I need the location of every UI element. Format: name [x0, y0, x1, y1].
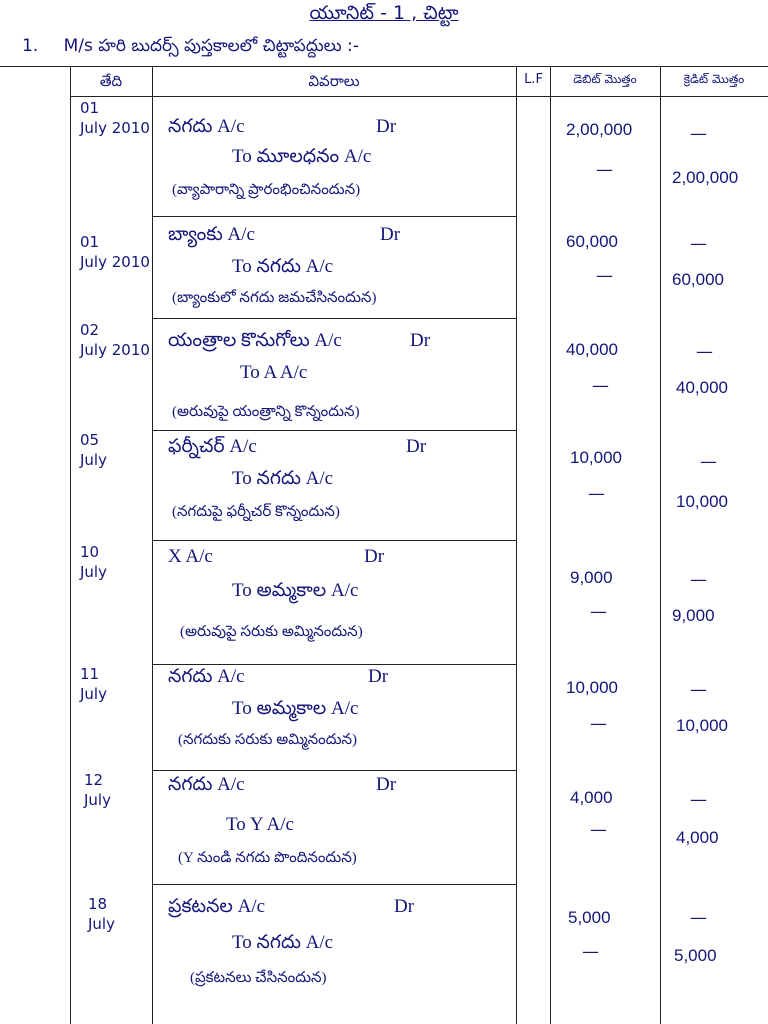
narration: (అరువుపై యంత్రాన్ని కొన్నందున)	[172, 404, 360, 420]
credit-amount: 40,000	[676, 378, 728, 397]
credit-account: To Y A/c	[226, 814, 294, 835]
entry-separator	[152, 770, 516, 771]
credit-account: To అమ్మకాల A/c	[232, 580, 359, 601]
debit-amount: 60,000	[566, 232, 618, 251]
debit-amount: 40,000	[566, 340, 618, 359]
credit-column-rule	[660, 66, 661, 1024]
credit-dash: —	[690, 790, 707, 810]
date-column-rule	[70, 66, 71, 1024]
debit-amount: 10,000	[570, 448, 622, 467]
narration: (అరువుపై సరుకు అమ్మినందున)	[180, 624, 363, 640]
debit-amount: 5,000	[568, 908, 611, 927]
entry-date: 18 July	[88, 895, 115, 933]
debit-dash: —	[588, 484, 605, 504]
credit-dash: —	[690, 234, 707, 254]
debit-amount: 9,000	[570, 568, 613, 587]
credit-dash: —	[690, 570, 707, 590]
credit-amount: 5,000	[674, 946, 717, 965]
entry-date: 05 July	[80, 431, 107, 469]
credit-account: To A A/c	[240, 362, 308, 383]
question-heading	[22, 36, 359, 60]
credit-account: To నగదు A/c	[232, 468, 334, 489]
lf-column-header: L.F	[524, 72, 543, 87]
entry-date: 12 July	[84, 771, 111, 809]
credit-amount: 10,000	[676, 716, 728, 735]
debit-account: ఫర్నీచర్ A/c Dr	[168, 436, 427, 457]
date-column-header: తేది	[99, 72, 123, 90]
dr-marker: Dr	[394, 896, 415, 917]
narration: (నగదుకు సరుకు అమ్మినందున)	[178, 732, 358, 748]
dr-marker: Dr	[380, 224, 401, 245]
credit-dash: —	[690, 124, 707, 144]
particulars-column-header: వివరాలు	[308, 72, 360, 90]
debit-account: బ్యాంకు A/c Dr	[168, 224, 401, 245]
debit-dash: —	[590, 714, 607, 734]
question-text: M/s హరి బుదర్స్ పుస్తకాలలో చిట్టాపద్దులు :-	[63, 36, 359, 56]
narration: (నగదుపై ఫర్నీచర్ కొన్నందున)	[172, 504, 340, 520]
narration: (Y నుండి నగదు పొందినందున)	[178, 850, 357, 866]
credit-account: To అమ్మకాల A/c	[232, 698, 359, 719]
debit-dash: —	[596, 266, 613, 286]
dr-marker: Dr	[364, 546, 385, 567]
narration: (వ్యాపారాన్ని ప్రారంభించినందున)	[172, 182, 361, 198]
debit-dash: —	[592, 376, 609, 396]
entry-separator	[152, 318, 516, 319]
table-top-rule	[0, 66, 768, 67]
dr-marker: Dr	[410, 330, 431, 351]
credit-dash: —	[696, 342, 713, 362]
lf-column-rule-left	[516, 66, 517, 1024]
dr-marker: Dr	[368, 666, 389, 687]
page-title: యూనిట్ - 1 , చిట్టా	[309, 2, 459, 24]
question-number: 1.	[22, 36, 39, 56]
credit-amount: 4,000	[676, 828, 719, 847]
debit-amount: 10,000	[566, 678, 618, 697]
entry-separator	[152, 664, 516, 665]
credit-dash: —	[690, 908, 707, 928]
debit-amount: 2,00,000	[566, 120, 633, 139]
credit-dash: —	[700, 452, 717, 472]
entry-date: 02 July 2010	[80, 321, 150, 359]
debit-account: యంత్రాల కొనుగోలు A/c Dr	[168, 330, 431, 351]
dr-marker: Dr	[376, 774, 397, 795]
entry-separator	[152, 216, 516, 217]
entry-date: 01 July 2010	[80, 233, 150, 271]
narration: (ప్రకటనలు చేసినందున)	[190, 970, 327, 986]
entry-date: 11 July	[80, 665, 107, 703]
entry-date: 10 July	[80, 543, 107, 581]
credit-account: To నగదు A/c	[232, 932, 334, 953]
debit-account: నగదు A/c Dr	[168, 774, 397, 795]
credit-amount: 2,00,000	[672, 168, 739, 187]
debit-dash: —	[590, 602, 607, 622]
credit-column-header: క్రెడిట్ మొత్తం	[683, 72, 745, 86]
credit-account: To మూలధనం A/c	[232, 146, 372, 167]
debit-dash: —	[582, 942, 599, 962]
entry-date: 01 July 2010	[80, 99, 150, 137]
dr-marker: Dr	[376, 116, 397, 137]
entry-separator	[152, 540, 516, 541]
table-header-rule	[70, 96, 768, 97]
debit-account: నగదు A/c Dr	[168, 116, 397, 137]
credit-amount: 60,000	[672, 270, 724, 289]
lf-column-rule-right	[550, 66, 551, 1024]
debit-account: ప్రకటనల A/c Dr	[168, 896, 415, 917]
credit-amount: 9,000	[672, 606, 715, 625]
debit-column-header: డెబిట్ మొత్తం	[573, 72, 637, 86]
credit-dash: —	[690, 680, 707, 700]
credit-account: To నగదు A/c	[232, 256, 334, 277]
debit-account: నగదు A/c Dr	[168, 666, 389, 687]
debit-account: X A/c Dr	[168, 546, 385, 567]
dr-marker: Dr	[406, 436, 427, 457]
entry-separator	[152, 430, 516, 431]
debit-dash: —	[590, 820, 607, 840]
narration: (బ్యాంకులో నగదు జమచేసినందున)	[172, 290, 377, 306]
debit-dash: —	[596, 160, 613, 180]
debit-amount: 4,000	[570, 788, 613, 807]
entry-separator	[152, 884, 516, 885]
credit-amount: 10,000	[676, 492, 728, 511]
